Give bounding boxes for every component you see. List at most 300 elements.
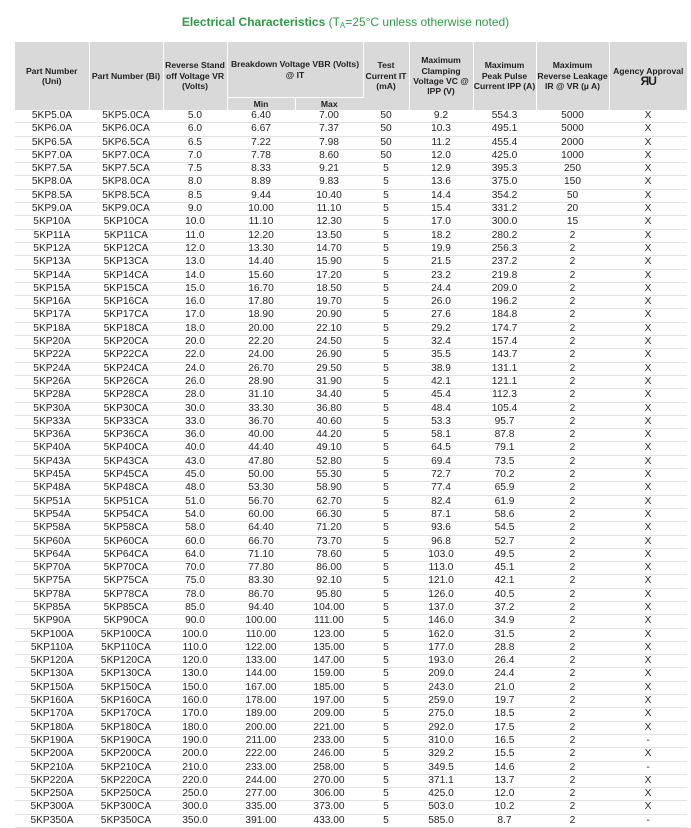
cell-reverse-leakage: 2 <box>536 282 609 295</box>
cell-part-uni: 5KP100A <box>15 628 89 641</box>
cell-breakdown-min: 391.00 <box>227 814 295 827</box>
cell-breakdown-max: 111.00 <box>295 615 363 628</box>
cell-breakdown-min: 77.80 <box>227 562 295 575</box>
cell-breakdown-min: 64.40 <box>227 522 295 535</box>
header-part-uni: Part Number (Uni) <box>15 42 89 110</box>
cell-clamping-voltage: 58.1 <box>409 429 473 442</box>
cell-agency-approval: X <box>609 402 687 415</box>
cell-breakdown-max: 10.40 <box>295 189 363 202</box>
cell-part-uni: 5KP15A <box>15 282 89 295</box>
cell-breakdown-max: 270.00 <box>295 774 363 787</box>
cell-breakdown-max: 95.80 <box>295 588 363 601</box>
cell-agency-approval: X <box>609 282 687 295</box>
cell-agency-approval: X <box>609 535 687 548</box>
cell-test-current: 5 <box>363 668 409 681</box>
cell-breakdown-max: 433.00 <box>295 814 363 827</box>
cell-agency-approval: X <box>609 641 687 654</box>
cell-part-bi: 5KP24CA <box>89 362 163 375</box>
cell-part-bi: 5KP200CA <box>89 748 163 761</box>
cell-reverse-leakage: 2 <box>536 548 609 561</box>
cell-peak-pulse-current: 8.7 <box>473 814 536 827</box>
table-row <box>15 149 687 162</box>
cell-clamping-voltage: 585.0 <box>409 814 473 827</box>
cell-peak-pulse-current: 61.9 <box>473 495 536 508</box>
cell-part-bi: 5KP16CA <box>89 296 163 309</box>
cell-breakdown-max: 29.50 <box>295 362 363 375</box>
cell-test-current: 5 <box>363 256 409 269</box>
cell-peak-pulse-current: 12.0 <box>473 788 536 801</box>
cell-breakdown-min: 47.80 <box>227 455 295 468</box>
cell-test-current: 5 <box>363 508 409 521</box>
cell-standoff-voltage: 30.0 <box>163 402 227 415</box>
cell-part-bi: 5KP11CA <box>89 229 163 242</box>
table-body <box>15 110 687 828</box>
table-row <box>15 415 687 428</box>
table-row <box>15 402 687 415</box>
cell-agency-approval: X <box>609 429 687 442</box>
cell-part-uni: 5KP28A <box>15 389 89 402</box>
cell-reverse-leakage: 2 <box>536 349 609 362</box>
cell-agency-approval: X <box>609 575 687 588</box>
cell-agency-approval: X <box>609 508 687 521</box>
table-row <box>15 615 687 628</box>
cell-peak-pulse-current: 219.8 <box>473 269 536 282</box>
cell-reverse-leakage: 2 <box>536 296 609 309</box>
cell-clamping-voltage: 53.3 <box>409 415 473 428</box>
cell-part-bi: 5KP150CA <box>89 681 163 694</box>
cell-agency-approval: X <box>609 562 687 575</box>
cell-clamping-voltage: 29.2 <box>409 322 473 335</box>
cell-test-current: 5 <box>363 575 409 588</box>
cell-standoff-voltage: 170.0 <box>163 708 227 721</box>
cell-peak-pulse-current: 280.2 <box>473 229 536 242</box>
cell-agency-approval: - <box>609 761 687 774</box>
cell-reverse-leakage: 2 <box>536 309 609 322</box>
cell-test-current: 5 <box>363 309 409 322</box>
cell-part-uni: 5KP150A <box>15 681 89 694</box>
cell-peak-pulse-current: 65.9 <box>473 482 536 495</box>
table-row <box>15 482 687 495</box>
cell-breakdown-min: 178.00 <box>227 695 295 708</box>
cell-clamping-voltage: 12.0 <box>409 149 473 162</box>
table-row <box>15 601 687 614</box>
cell-agency-approval: X <box>609 601 687 614</box>
cell-test-current: 5 <box>363 708 409 721</box>
cell-peak-pulse-current: 21.0 <box>473 681 536 694</box>
cell-agency-approval: X <box>609 788 687 801</box>
header-reverse-leakage: Maximum Reverse Leakage IR @ VR (µ A) <box>536 42 609 110</box>
cell-peak-pulse-current: 24.4 <box>473 668 536 681</box>
cell-test-current: 5 <box>363 628 409 641</box>
cell-clamping-voltage: 275.0 <box>409 708 473 721</box>
header-breakdown-min: Min <box>227 98 295 111</box>
cell-test-current: 5 <box>363 216 409 229</box>
cell-peak-pulse-current: 49.5 <box>473 548 536 561</box>
cell-part-bi: 5KP9.0CA <box>89 203 163 216</box>
cell-test-current: 5 <box>363 774 409 787</box>
cell-clamping-voltage: 24.4 <box>409 282 473 295</box>
cell-breakdown-max: 22.10 <box>295 322 363 335</box>
cell-breakdown-min: 24.00 <box>227 349 295 362</box>
cell-breakdown-min: 22.20 <box>227 336 295 349</box>
table-row <box>15 535 687 548</box>
cell-peak-pulse-current: 34.9 <box>473 615 536 628</box>
cell-clamping-voltage: 96.8 <box>409 535 473 548</box>
cell-peak-pulse-current: 13.7 <box>473 774 536 787</box>
cell-part-uni: 5KP17A <box>15 309 89 322</box>
cell-reverse-leakage: 2 <box>536 615 609 628</box>
cell-breakdown-max: 7.98 <box>295 136 363 149</box>
cell-breakdown-min: 244.00 <box>227 774 295 787</box>
cell-test-current: 5 <box>363 336 409 349</box>
cell-test-current: 50 <box>363 123 409 136</box>
cell-breakdown-max: 19.70 <box>295 296 363 309</box>
cell-part-uni: 5KP36A <box>15 429 89 442</box>
cell-part-uni: 5KP10A <box>15 216 89 229</box>
cell-reverse-leakage: 2 <box>536 774 609 787</box>
cell-standoff-voltage: 15.0 <box>163 282 227 295</box>
cell-breakdown-min: 211.00 <box>227 734 295 747</box>
cell-breakdown-min: 222.00 <box>227 748 295 761</box>
cell-breakdown-max: 78.60 <box>295 548 363 561</box>
cell-clamping-voltage: 82.4 <box>409 495 473 508</box>
cell-standoff-voltage: 16.0 <box>163 296 227 309</box>
header-breakdown-max: Max <box>295 98 363 111</box>
cell-breakdown-max: 233.00 <box>295 734 363 747</box>
cell-part-uni: 5KP120A <box>15 655 89 668</box>
cell-peak-pulse-current: 112.3 <box>473 389 536 402</box>
table-row <box>15 256 687 269</box>
table-row <box>15 110 687 123</box>
cell-clamping-voltage: 14.4 <box>409 189 473 202</box>
electrical-characteristics-table <box>15 42 687 828</box>
cell-clamping-voltage: 310.0 <box>409 734 473 747</box>
cell-part-uni: 5KP190A <box>15 734 89 747</box>
cell-part-uni: 5KP78A <box>15 588 89 601</box>
cell-breakdown-max: 55.30 <box>295 469 363 482</box>
cell-part-uni: 5KP33A <box>15 415 89 428</box>
table-row <box>15 469 687 482</box>
table-row <box>15 296 687 309</box>
cell-standoff-voltage: 90.0 <box>163 615 227 628</box>
header-clamping-voltage: Maximum Clamping Voltage VC @ IPP (V) <box>409 42 473 110</box>
cell-test-current: 5 <box>363 163 409 176</box>
cell-breakdown-max: 123.00 <box>295 628 363 641</box>
cell-reverse-leakage: 20 <box>536 203 609 216</box>
cell-clamping-voltage: 177.0 <box>409 641 473 654</box>
cell-reverse-leakage: 2 <box>536 788 609 801</box>
cell-breakdown-min: 9.44 <box>227 189 295 202</box>
cell-peak-pulse-current: 17.5 <box>473 721 536 734</box>
cell-clamping-voltage: 32.4 <box>409 336 473 349</box>
cell-clamping-voltage: 42.1 <box>409 375 473 388</box>
cell-breakdown-min: 40.00 <box>227 429 295 442</box>
cell-reverse-leakage: 2 <box>536 336 609 349</box>
cell-clamping-voltage: 19.9 <box>409 242 473 255</box>
cell-standoff-voltage: 8.0 <box>163 176 227 189</box>
table-row <box>15 375 687 388</box>
cell-standoff-voltage: 75.0 <box>163 575 227 588</box>
cell-breakdown-min: 26.70 <box>227 362 295 375</box>
cell-agency-approval: X <box>609 309 687 322</box>
cell-standoff-voltage: 60.0 <box>163 535 227 548</box>
cell-breakdown-min: 53.30 <box>227 482 295 495</box>
cell-agency-approval: X <box>609 242 687 255</box>
cell-agency-approval: X <box>609 628 687 641</box>
cell-test-current: 5 <box>363 375 409 388</box>
cell-peak-pulse-current: 425.0 <box>473 149 536 162</box>
cell-test-current: 5 <box>363 721 409 734</box>
cell-breakdown-min: 200.00 <box>227 721 295 734</box>
cell-standoff-voltage: 7.5 <box>163 163 227 176</box>
cell-part-bi: 5KP54CA <box>89 508 163 521</box>
cell-clamping-voltage: 72.7 <box>409 469 473 482</box>
cell-reverse-leakage: 2 <box>536 522 609 535</box>
cell-part-bi: 5KP40CA <box>89 442 163 455</box>
cell-breakdown-min: 14.40 <box>227 256 295 269</box>
cell-standoff-voltage: 17.0 <box>163 309 227 322</box>
header-agency-approval <box>609 42 687 110</box>
cell-peak-pulse-current: 87.8 <box>473 429 536 442</box>
cell-standoff-voltage: 6.0 <box>163 123 227 136</box>
cell-breakdown-min: 277.00 <box>227 788 295 801</box>
cell-test-current: 5 <box>363 814 409 827</box>
cell-agency-approval: X <box>609 336 687 349</box>
cell-agency-approval: X <box>609 389 687 402</box>
cell-peak-pulse-current: 14.6 <box>473 761 536 774</box>
cell-standoff-voltage: 250.0 <box>163 788 227 801</box>
cell-peak-pulse-current: 131.1 <box>473 362 536 375</box>
cell-breakdown-max: 24.50 <box>295 336 363 349</box>
cell-breakdown-min: 133.00 <box>227 655 295 668</box>
cell-test-current: 5 <box>363 349 409 362</box>
cell-test-current: 5 <box>363 801 409 814</box>
cell-part-bi: 5KP180CA <box>89 721 163 734</box>
cell-agency-approval: X <box>609 801 687 814</box>
cell-part-uni: 5KP20A <box>15 336 89 349</box>
cell-test-current: 5 <box>363 588 409 601</box>
cell-part-bi: 5KP30CA <box>89 402 163 415</box>
table-row <box>15 575 687 588</box>
cell-reverse-leakage: 2 <box>536 535 609 548</box>
cell-agency-approval: X <box>609 110 687 123</box>
cell-breakdown-min: 20.00 <box>227 322 295 335</box>
table-row <box>15 163 687 176</box>
cell-clamping-voltage: 137.0 <box>409 601 473 614</box>
cell-part-bi: 5KP36CA <box>89 429 163 442</box>
cell-agency-approval: X <box>609 482 687 495</box>
cell-peak-pulse-current: 143.7 <box>473 349 536 362</box>
cell-breakdown-max: 15.90 <box>295 256 363 269</box>
cell-reverse-leakage: 2 <box>536 482 609 495</box>
cell-breakdown-min: 86.70 <box>227 588 295 601</box>
table-row <box>15 588 687 601</box>
cell-agency-approval: X <box>609 362 687 375</box>
table-row <box>15 336 687 349</box>
cell-part-bi: 5KP58CA <box>89 522 163 535</box>
cell-clamping-voltage: 292.0 <box>409 721 473 734</box>
table-row <box>15 508 687 521</box>
cell-agency-approval: X <box>609 415 687 428</box>
cell-part-bi: 5KP20CA <box>89 336 163 349</box>
cell-agency-approval: X <box>609 442 687 455</box>
cell-reverse-leakage: 2 <box>536 681 609 694</box>
cell-peak-pulse-current: 196.2 <box>473 296 536 309</box>
table-row <box>15 655 687 668</box>
table-row <box>15 455 687 468</box>
cell-peak-pulse-current: 28.8 <box>473 641 536 654</box>
cell-breakdown-min: 28.90 <box>227 375 295 388</box>
cell-part-bi: 5KP22CA <box>89 349 163 362</box>
cell-breakdown-max: 20.90 <box>295 309 363 322</box>
cell-test-current: 5 <box>363 442 409 455</box>
cell-breakdown-max: 306.00 <box>295 788 363 801</box>
cell-breakdown-min: 33.30 <box>227 402 295 415</box>
cell-test-current: 5 <box>363 761 409 774</box>
table-row <box>15 216 687 229</box>
cell-breakdown-min: 50.00 <box>227 469 295 482</box>
cell-agency-approval: X <box>609 495 687 508</box>
cell-peak-pulse-current: 19.7 <box>473 695 536 708</box>
table-row <box>15 668 687 681</box>
cell-peak-pulse-current: 395.3 <box>473 163 536 176</box>
cell-agency-approval: X <box>609 269 687 282</box>
cell-part-uni: 5KP350A <box>15 814 89 827</box>
cell-standoff-voltage: 150.0 <box>163 681 227 694</box>
cell-agency-approval: X <box>609 256 687 269</box>
cell-standoff-voltage: 210.0 <box>163 761 227 774</box>
cell-reverse-leakage: 150 <box>536 176 609 189</box>
header-breakdown-voltage: Breakdown Voltage VBR (Volts) @ IT <box>227 42 363 98</box>
cell-part-uni: 5KP22A <box>15 349 89 362</box>
cell-peak-pulse-current: 209.0 <box>473 282 536 295</box>
cell-clamping-voltage: 69.4 <box>409 455 473 468</box>
cell-peak-pulse-current: 70.2 <box>473 469 536 482</box>
cell-agency-approval: X <box>609 123 687 136</box>
cell-breakdown-max: 7.37 <box>295 123 363 136</box>
cell-part-uni: 5KP200A <box>15 748 89 761</box>
cell-clamping-voltage: 15.4 <box>409 203 473 216</box>
cell-reverse-leakage: 2 <box>536 695 609 708</box>
cell-reverse-leakage: 2 <box>536 269 609 282</box>
cell-standoff-voltage: 33.0 <box>163 415 227 428</box>
cell-breakdown-max: 246.00 <box>295 748 363 761</box>
cell-breakdown-min: 335.00 <box>227 801 295 814</box>
cell-standoff-voltage: 5.0 <box>163 110 227 123</box>
cell-reverse-leakage: 2 <box>536 814 609 827</box>
cell-test-current: 5 <box>363 482 409 495</box>
cell-clamping-voltage: 209.0 <box>409 668 473 681</box>
table-row <box>15 708 687 721</box>
cell-standoff-voltage: 48.0 <box>163 482 227 495</box>
cell-standoff-voltage: 45.0 <box>163 469 227 482</box>
cell-reverse-leakage: 1000 <box>536 149 609 162</box>
cell-agency-approval: X <box>609 748 687 761</box>
cell-reverse-leakage: 2 <box>536 588 609 601</box>
cell-standoff-voltage: 14.0 <box>163 269 227 282</box>
cell-breakdown-min: 60.00 <box>227 508 295 521</box>
agency-approval-label: Agency Approval <box>613 65 684 76</box>
cell-standoff-voltage: 40.0 <box>163 442 227 455</box>
table-row <box>15 548 687 561</box>
cell-peak-pulse-current: 455.4 <box>473 136 536 149</box>
cell-part-uni: 5KP9.0A <box>15 203 89 216</box>
cell-reverse-leakage: 2 <box>536 362 609 375</box>
cell-agency-approval: X <box>609 548 687 561</box>
header-part-bi: Part Number (Bi) <box>89 42 163 110</box>
cell-agency-approval: X <box>609 375 687 388</box>
cell-part-uni: 5KP26A <box>15 375 89 388</box>
table-row <box>15 734 687 747</box>
cell-breakdown-max: 8.60 <box>295 149 363 162</box>
table-row <box>15 389 687 402</box>
cell-peak-pulse-current: 331.2 <box>473 203 536 216</box>
cell-test-current: 5 <box>363 681 409 694</box>
cell-standoff-voltage: 190.0 <box>163 734 227 747</box>
cell-agency-approval: X <box>609 774 687 787</box>
cell-peak-pulse-current: 95.7 <box>473 415 536 428</box>
cell-part-uni: 5KP70A <box>15 562 89 575</box>
cell-peak-pulse-current: 495.1 <box>473 123 536 136</box>
cell-test-current: 50 <box>363 136 409 149</box>
cell-standoff-voltage: 18.0 <box>163 322 227 335</box>
cell-breakdown-max: 26.90 <box>295 349 363 362</box>
cell-test-current: 5 <box>363 296 409 309</box>
cell-agency-approval: X <box>609 176 687 189</box>
cell-part-uni: 5KP170A <box>15 708 89 721</box>
cell-test-current: 5 <box>363 362 409 375</box>
cell-standoff-voltage: 9.0 <box>163 203 227 216</box>
cell-part-uni: 5KP90A <box>15 615 89 628</box>
table-row <box>15 681 687 694</box>
cell-clamping-voltage: 11.2 <box>409 136 473 149</box>
header-test-current: Test Current IT (mA) <box>363 42 409 110</box>
cell-peak-pulse-current: 45.1 <box>473 562 536 575</box>
cell-breakdown-min: 18.90 <box>227 309 295 322</box>
cell-part-bi: 5KP43CA <box>89 455 163 468</box>
cell-breakdown-max: 11.10 <box>295 203 363 216</box>
cell-part-uni: 5KP58A <box>15 522 89 535</box>
cell-clamping-voltage: 17.0 <box>409 216 473 229</box>
cell-peak-pulse-current: 10.2 <box>473 801 536 814</box>
cell-test-current: 5 <box>363 615 409 628</box>
cell-breakdown-max: 221.00 <box>295 721 363 734</box>
cell-clamping-voltage: 113.0 <box>409 562 473 575</box>
cell-agency-approval: X <box>609 349 687 362</box>
cell-part-bi: 5KP10CA <box>89 216 163 229</box>
cell-part-uni: 5KP6.0A <box>15 123 89 136</box>
cell-part-bi: 5KP350CA <box>89 814 163 827</box>
cell-part-uni: 5KP54A <box>15 508 89 521</box>
cell-part-uni: 5KP130A <box>15 668 89 681</box>
cell-clamping-voltage: 329.2 <box>409 748 473 761</box>
cell-part-uni: 5KP75A <box>15 575 89 588</box>
cell-clamping-voltage: 12.9 <box>409 163 473 176</box>
cell-part-bi: 5KP170CA <box>89 708 163 721</box>
cell-reverse-leakage: 2 <box>536 575 609 588</box>
cell-part-bi: 5KP70CA <box>89 562 163 575</box>
cell-part-uni: 5KP11A <box>15 229 89 242</box>
cell-clamping-voltage: 38.9 <box>409 362 473 375</box>
cell-breakdown-min: 15.60 <box>227 269 295 282</box>
cell-part-bi: 5KP15CA <box>89 282 163 295</box>
table-row <box>15 282 687 295</box>
cell-part-uni: 5KP16A <box>15 296 89 309</box>
cell-test-current: 5 <box>363 748 409 761</box>
cell-peak-pulse-current: 40.5 <box>473 588 536 601</box>
cell-agency-approval: X <box>609 655 687 668</box>
cell-part-uni: 5KP14A <box>15 269 89 282</box>
